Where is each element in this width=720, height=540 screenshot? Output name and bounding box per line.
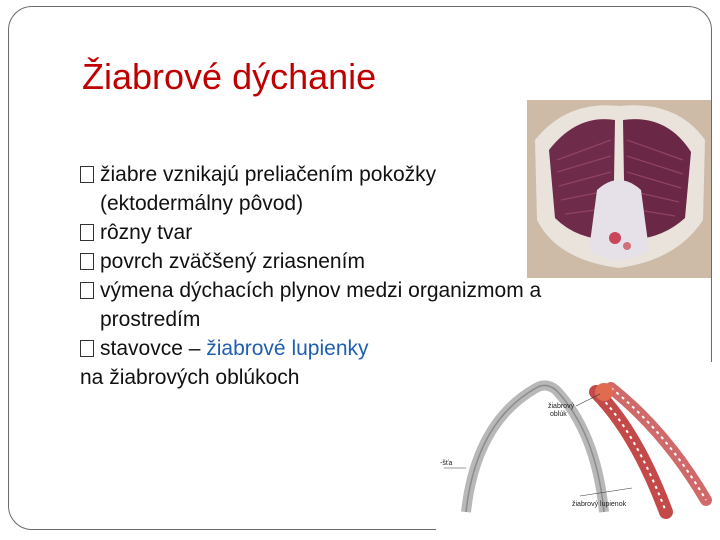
bullet-accent-text: žiabrové lupienky (206, 337, 369, 360)
missing-glyph-icon (80, 253, 94, 270)
gill-arch-illustration (436, 362, 720, 530)
bullet-text-continued: prostredím (100, 308, 201, 331)
gill-photo (527, 100, 711, 278)
slide-title: Žiabrové dýchanie (82, 56, 377, 97)
bullet-item (80, 276, 680, 334)
gill-arch-diagram (436, 362, 720, 530)
bullet-text: povrch zväčšený zriasnením (100, 250, 365, 273)
bullet-text: žiabre vznikajú preliačením pokožky (100, 163, 437, 186)
diagram-label-arch: žiabrový (548, 403, 575, 410)
missing-glyph-icon (80, 224, 94, 241)
bullet-text: výmena dýchacích plynov medzi organizmom a (100, 279, 542, 302)
continuation-text: na žiabrových oblúkoch (80, 366, 300, 389)
missing-glyph-icon (80, 282, 94, 299)
diagram-label-arch-2: oblúk (550, 411, 567, 418)
missing-glyph-icon (80, 340, 94, 357)
diagram-label-left: -šťa (440, 460, 453, 467)
bullet-text: rôzny tvar (100, 221, 193, 244)
bullet-text: stavovce – (100, 337, 207, 360)
missing-glyph-icon (80, 166, 94, 183)
gill-photo-illustration (527, 100, 711, 278)
bullet-item (80, 334, 680, 363)
diagram-label-lamella: žiabrový lupienok (572, 501, 627, 508)
bullet-text-continued: (ektodermálny pôvod) (100, 192, 304, 215)
